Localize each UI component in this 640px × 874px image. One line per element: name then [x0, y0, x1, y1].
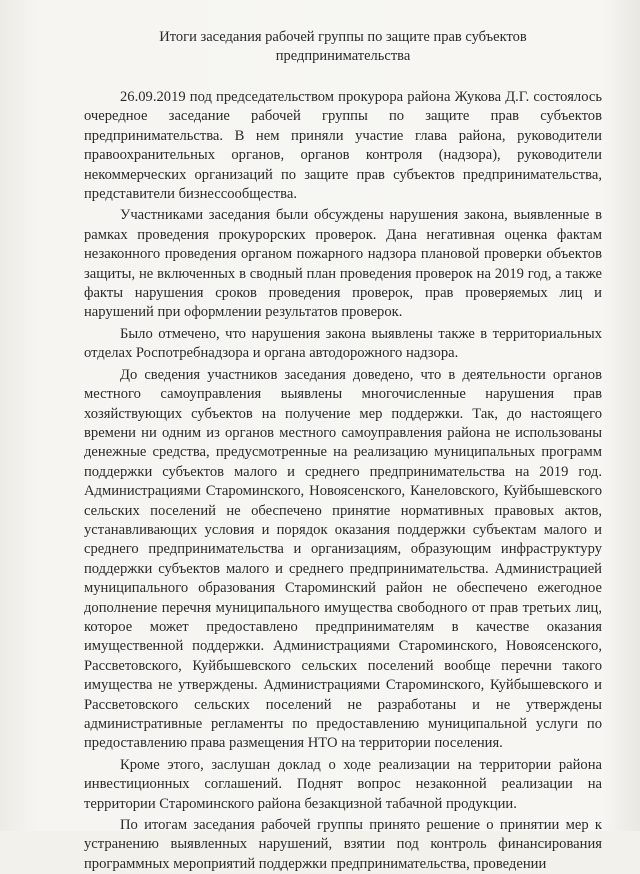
- paragraph-decision: По итогам заседания рабочей группы принято решение о принятии мер к устранению выявленных нарушений, взятии под контроль финансирования программных мероприятий поддержки предпринимательства, проведении: [84, 817, 602, 872]
- paragraph-noted: Было отмечено, что нарушения закона выявлены также в территориальных отделах Роспотребнадзора и органа автодорожного надзора.: [84, 325, 602, 362]
- paragraph-violations: Участниками заседания были обсуждены нарушения закона, выявленные в рамках проведения прокурорских проверок. Дана негативная оценка фактам незаконного проведения органом пожарного надзора плановой проверки объектов защиты, не включенных в сводный план проведения проверок на 2019 год, а также факты нарушения сроков проведения проверок, прав проверяемых лиц и нарушений при оформлении результатов проверок.: [84, 207, 602, 321]
- paragraph-report: Кроме этого, заслушан доклад о ходе реализации на территории района инвестиционных соглашений. Поднят вопрос незаконной реализации на территории Староминского района безакцизной табачной продукции.: [84, 756, 602, 812]
- paragraph-local-government: До сведения участников заседания доведено, что в деятельности органов местного самоуправления выявлены многочисленные нарушения прав хозяйствующих субъектов на получение мер поддержки. Так, до настоящего времени ни одним из органов местного самоуправления района не использованы денежные средства, предусмотренные на реализацию муниципальных программ поддержки субъектов малого и среднего предпринимательства на 2019 год. Администрациями Староминского, Новоясенского, Канеловского, Куйбышевского сельских поселений не обеспечено принятие нормативных правовых актов, устанавливающих условия и порядок оказания поддержки субъектам малого и среднего предпринимательства и организациям, образующим инфраструктуру поддержки субъектов малого и среднего предпринимательства. Администрацией муниципального образования Староминский район не обеспечено ежегодное дополнение перечня муниципального имущества свободного от прав третьих лиц, которое может предоставлено предпринимателям в качестве оказания имущественной поддержки. Администрациями Староминского, Новоясенского, Рассветовского, Куйбышевского сельских поселений вообще перечни такого имущества не утверждены. Администрациями Староминского, Куйбышевского и Рассветовского сельских поселений не разработаны и не утверждены административные регламенты по предоставлению муниципальной услуги по предоставлению права размещения НТО на территории поселения.: [84, 366, 602, 752]
- paragraph-meeting: 26.09.2019 под председательством прокурора района Жукова Д.Г. состоялось очередное заседание рабочей группы по защите прав субъектов предпринимательства. В нем приняли участие глава района, руководители правоохранительных органов, органов контроля (надзора), руководители некоммерческих организаций по защите прав субъектов предпринимательства, представители бизнессообщества.: [84, 89, 602, 203]
- document-title: Итоги заседания рабочей группы по защите прав субъектов предпринимательства: [159, 29, 527, 64]
